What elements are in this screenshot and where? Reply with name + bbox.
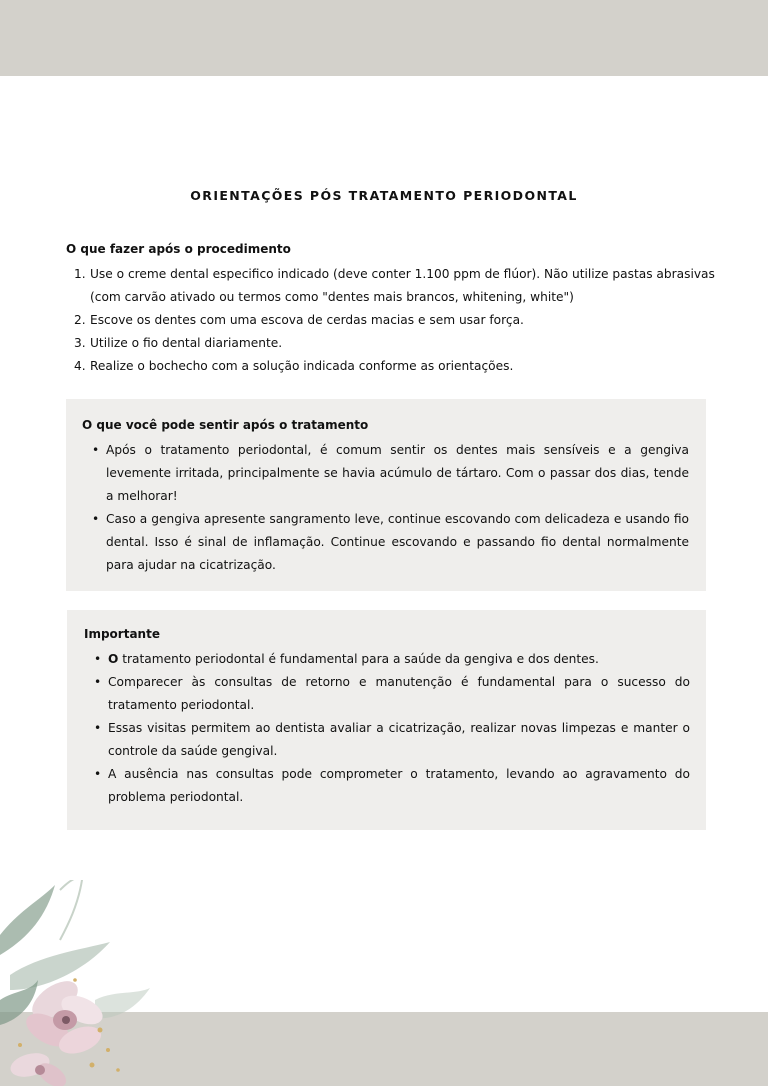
what-you-may-feel-heading: O que você pode sentir após o tratamento xyxy=(82,418,369,432)
bullet-icon: • xyxy=(94,652,102,666)
list-number: 4. xyxy=(74,359,86,373)
list-item xyxy=(84,648,690,671)
list-item-text: Realize o bochecho com a solução indicada conforme as orientações. xyxy=(90,359,514,373)
bullet-icon: • xyxy=(94,767,102,781)
bullet-icon: • xyxy=(94,721,102,735)
what-you-may-feel-box xyxy=(66,399,706,591)
important-heading: Importante xyxy=(84,627,160,641)
list-item xyxy=(84,717,690,763)
list-number: 1. xyxy=(74,267,86,281)
list-item xyxy=(66,263,726,309)
list-item xyxy=(84,671,690,717)
what-you-may-feel-list xyxy=(82,439,689,577)
list-item xyxy=(66,355,726,378)
list-item xyxy=(66,309,726,332)
list-item-text: Utilize o fio dental diariamente. xyxy=(90,336,283,350)
list-item-text: tratamento periodontal é fundamental para a saúde da gengiva e dos dentes. xyxy=(118,652,599,666)
list-item xyxy=(84,763,690,809)
bullet-icon: • xyxy=(92,512,100,526)
list-item-text: Escove os dentes com uma escova de cerdas macias e sem usar força. xyxy=(90,313,524,327)
list-item-text: Essas visitas permitem ao dentista avaliar a cicatrização, realizar novas limpezas e manter o controle da saúde gengival. xyxy=(108,721,690,758)
list-item-text: Após o tratamento periodontal, é comum sentir os dentes mais sensíveis e a gengiva levemente irritada, principalmente se havia acúmulo de tártaro. Com o passar dos dias, tende a melhorar! xyxy=(106,443,689,503)
list-number: 3. xyxy=(74,336,86,350)
list-item-text: Use o creme dental especifico indicado (deve conter 1.100 ppm de flúor). Não utilize pastas abrasivas (com carvão ativado ou termos como "dentes mais brancos, whitening, white") xyxy=(90,267,715,304)
page-title: ORIENTAÇÕES PÓS TRATAMENTO PERIODONTAL xyxy=(190,188,578,203)
bullet-icon: • xyxy=(94,675,102,689)
after-procedure-section xyxy=(66,240,726,378)
important-list xyxy=(84,648,690,809)
list-item-text: A ausência nas consultas pode comprometer o tratamento, levando ao agravamento do problema periodontal. xyxy=(108,767,690,804)
list-item xyxy=(82,508,689,577)
list-item xyxy=(66,332,726,355)
after-procedure-heading: O que fazer após o procedimento xyxy=(66,242,291,256)
list-item-text: Caso a gengiva apresente sangramento leve, continue escovando com delicadeza e usando fio dental. Isso é sinal de inflamação. Continue escovando e passando fio dental normalmente para ajudar na cicatrização. xyxy=(106,512,689,572)
after-procedure-list xyxy=(66,263,726,378)
list-item xyxy=(82,439,689,508)
top-decorative-band xyxy=(0,0,768,76)
watercolor-flower-icon xyxy=(0,880,170,1086)
bullet-icon: • xyxy=(92,443,100,457)
list-number: 2. xyxy=(74,313,86,327)
bold-lead-letter: O xyxy=(108,652,119,666)
list-item-text: Comparecer às consultas de retorno e manutenção é fundamental para o sucesso do tratamento periodontal. xyxy=(108,675,690,712)
important-box xyxy=(67,610,706,830)
